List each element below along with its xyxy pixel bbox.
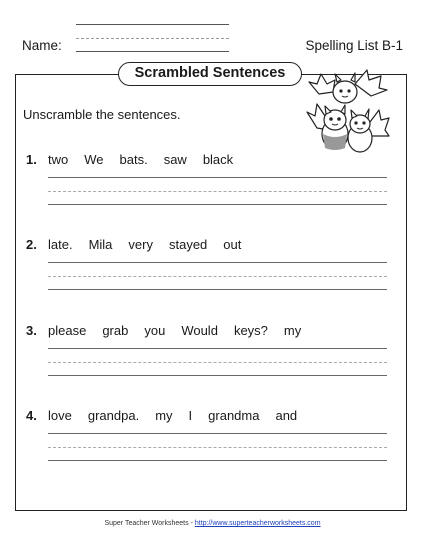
answer-line-top[interactable] [48, 262, 387, 263]
word: keys? [233, 323, 268, 338]
word: grandpa. [87, 408, 140, 423]
name-label: Name: [22, 38, 62, 53]
word: stayed [168, 237, 208, 252]
footer [0, 520, 425, 527]
name-guide-top [76, 24, 229, 25]
problem-number: 3. [26, 323, 37, 338]
answer-line-bottom[interactable] [48, 460, 387, 461]
bats-illustration-icon [305, 64, 391, 166]
footer-text: Super Teacher Worksheets - [104, 520, 195, 527]
word: you [144, 323, 166, 338]
word: black [202, 152, 234, 167]
answer-line-top[interactable] [48, 177, 387, 178]
answer-line-bottom[interactable] [48, 375, 387, 376]
answer-line-midline [48, 276, 387, 277]
word: Mila [88, 237, 113, 252]
answer-line-bottom[interactable] [48, 289, 387, 290]
word: We [84, 152, 104, 167]
scrambled-words [48, 323, 317, 338]
word: late. [48, 237, 73, 252]
scrambled-words [48, 408, 313, 423]
word: my [283, 323, 302, 338]
scrambled-words [48, 152, 249, 167]
answer-line-midline [48, 191, 387, 192]
word: Would [181, 323, 218, 338]
answer-line-midline [48, 447, 387, 448]
word: I [188, 408, 193, 423]
word: love [48, 408, 72, 423]
answer-line-top[interactable] [48, 433, 387, 434]
instructions: Unscramble the sentences. [23, 107, 181, 122]
footer-link[interactable]: http://www.superteacherworksheets.com [194, 520, 321, 527]
worksheet-title: Scrambled Sentences [118, 62, 302, 86]
name-field[interactable] [76, 51, 229, 52]
word: very [128, 237, 153, 252]
word: bats. [119, 152, 148, 167]
problem-number: 1. [26, 152, 37, 167]
problem-number: 2. [26, 237, 37, 252]
word: my [155, 408, 173, 423]
word: two [48, 152, 69, 167]
answer-line-midline [48, 362, 387, 363]
name-guide-dashed [76, 38, 229, 39]
scrambled-words [48, 237, 257, 252]
answer-line-top[interactable] [48, 348, 387, 349]
answer-line-bottom[interactable] [48, 204, 387, 205]
word: grandma [208, 408, 260, 423]
problem-number: 4. [26, 408, 37, 423]
word: and [275, 408, 298, 423]
word: grab [102, 323, 129, 338]
spelling-list-label: Spelling List B-1 [305, 38, 403, 53]
word: please [48, 323, 87, 338]
word: saw [163, 152, 187, 167]
word: out [223, 237, 242, 252]
